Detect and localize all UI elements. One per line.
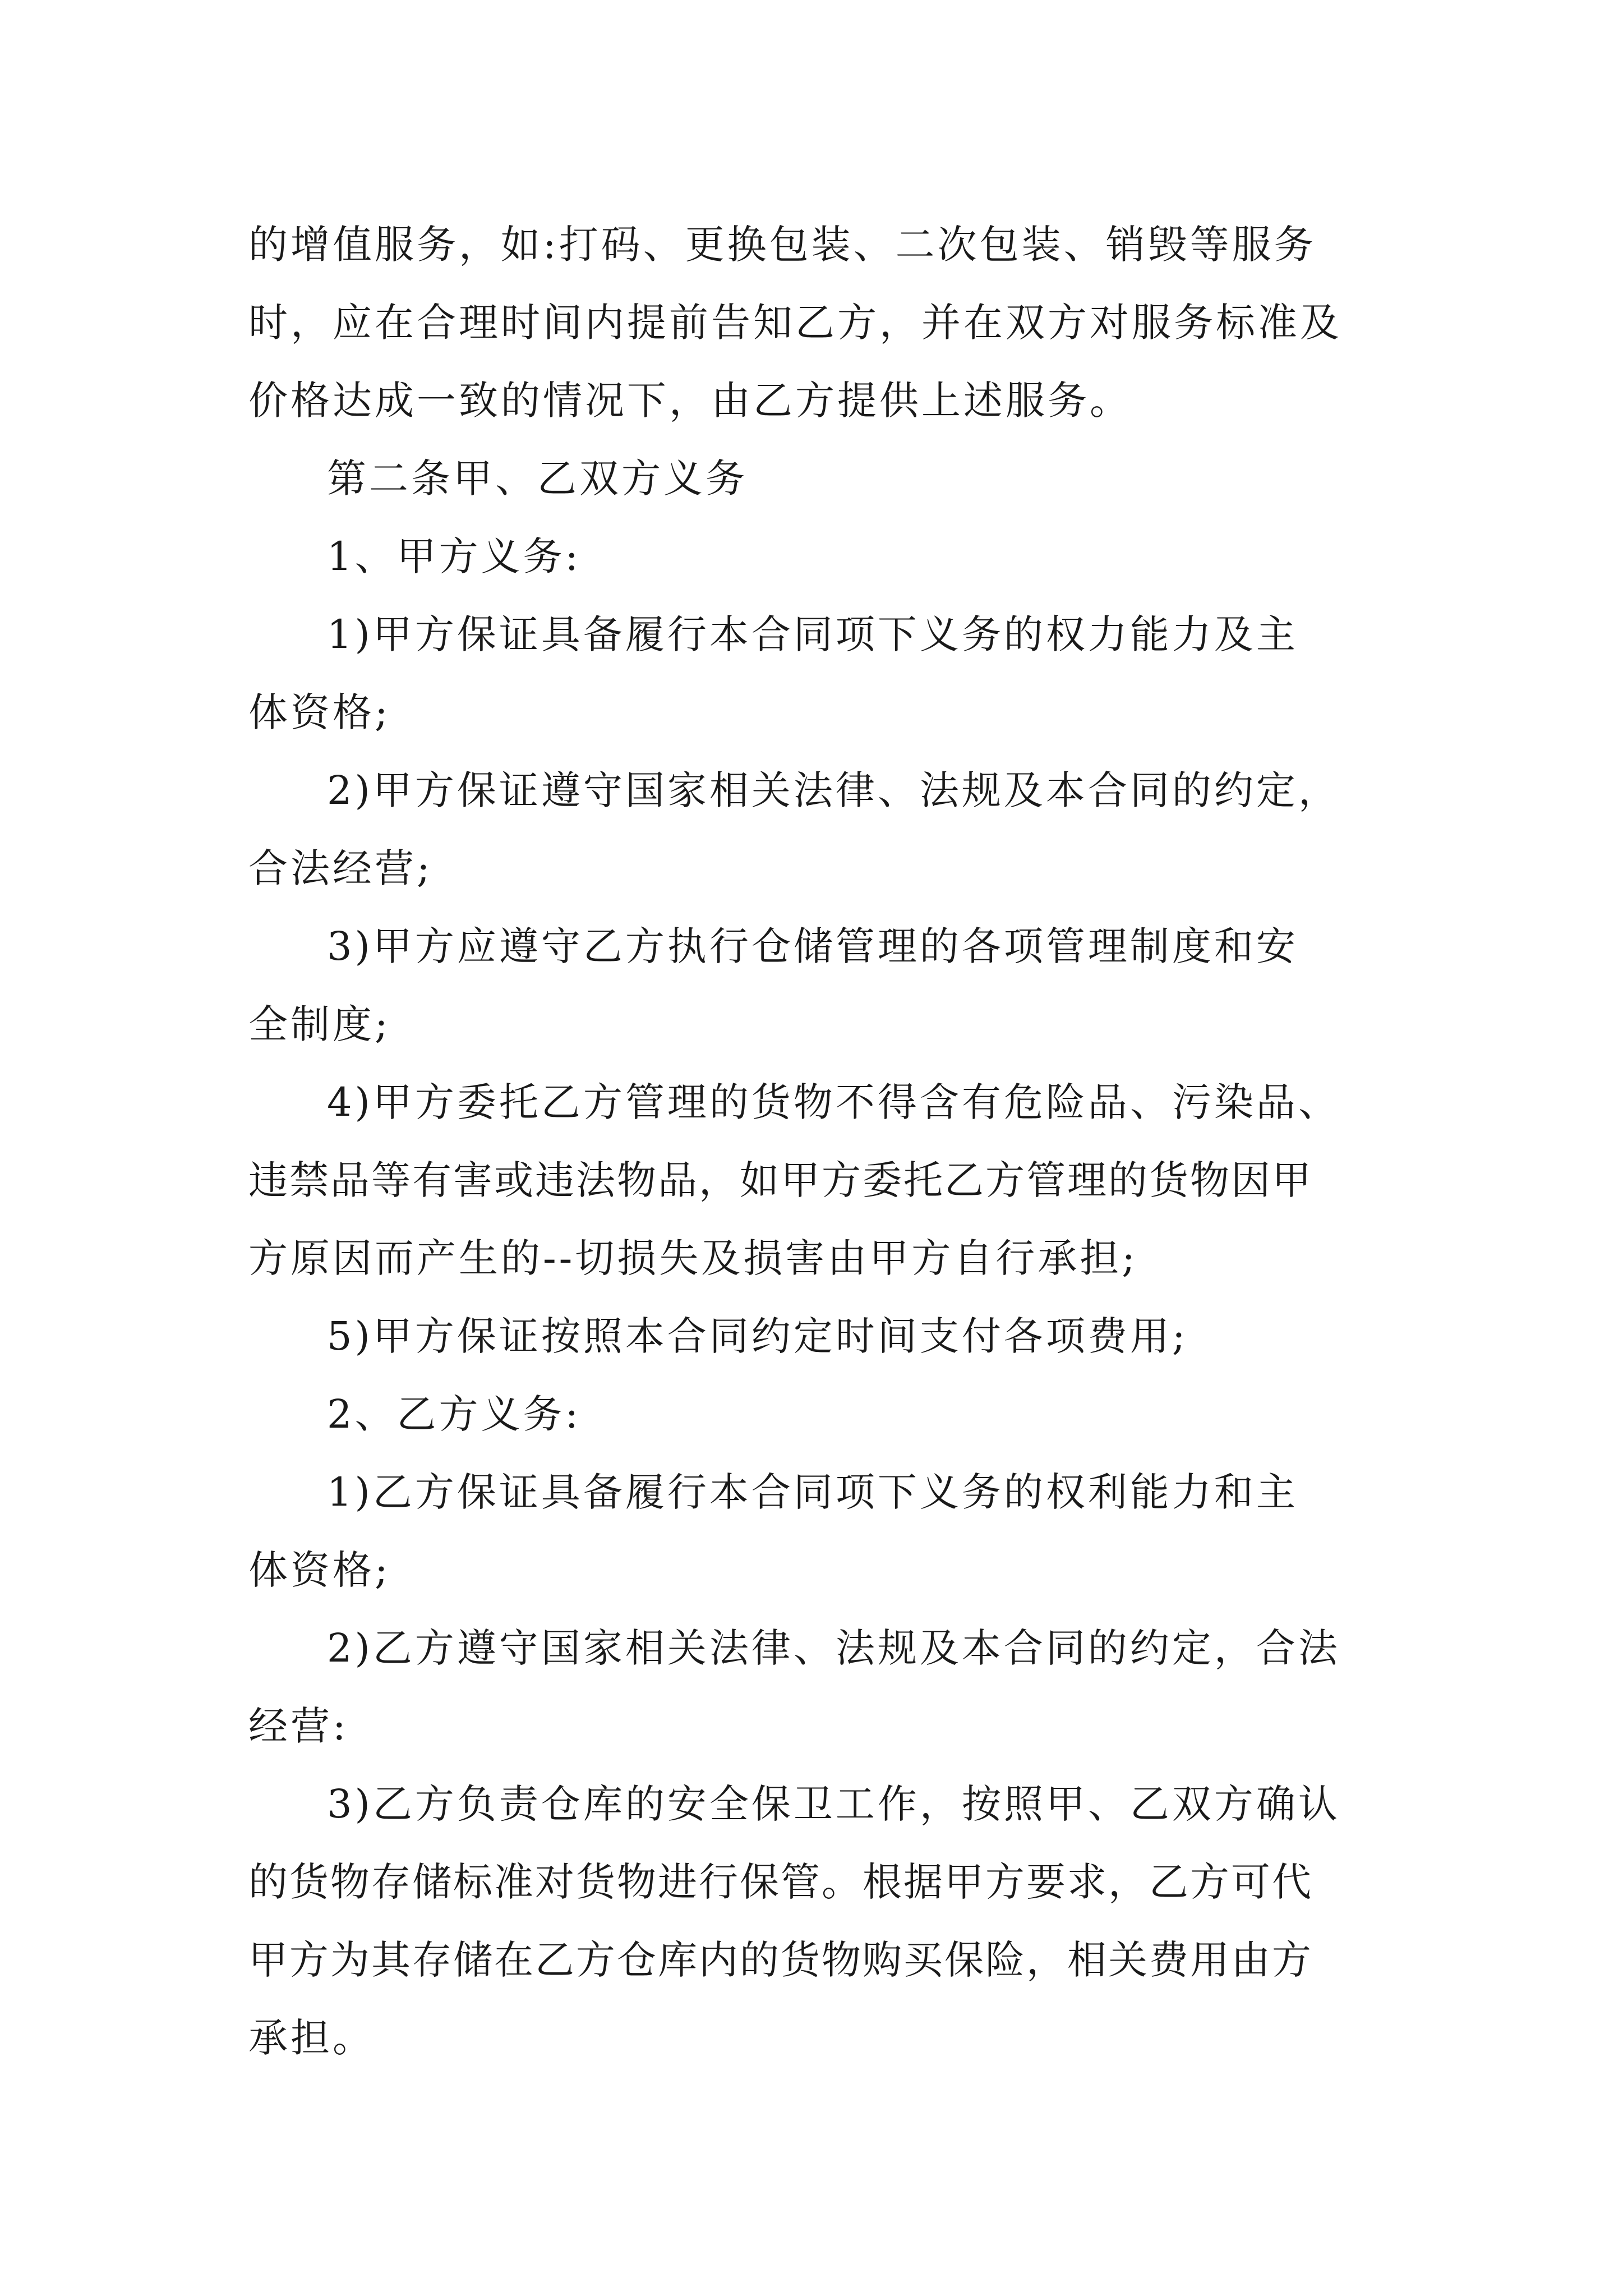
- text-line: 合法经营;: [248, 845, 433, 891]
- text-line: 经营:: [248, 1703, 349, 1749]
- text-line: 的货物存储标准对货物进行保管。根据甲方要求，乙方可代: [248, 1859, 1313, 1905]
- text-line: 违禁品等有害或违法物品，如甲方委托乙方管理的货物因甲: [248, 1157, 1313, 1203]
- subsection-heading: 2、乙方义务:: [327, 1391, 582, 1437]
- text-line: 方原因而产生的--切损失及损害由甲方自行承担;: [248, 1235, 1138, 1281]
- text-line: 1)乙方保证具备履行本合同项下义务的权利能力和主: [327, 1469, 1298, 1515]
- text-line: 4)甲方委托乙方管理的货物不得含有危险品、污染品、: [327, 1079, 1340, 1125]
- text-line: 甲方为其存储在乙方仓库内的货物购买保险，相关费用由方: [248, 1937, 1313, 1983]
- text-line: 时，应在合理时间内提前告知乙方，并在双方对服务标准及: [248, 300, 1342, 346]
- text-line: 1)甲方保证具备履行本合同项下义务的权力能力及主: [327, 611, 1298, 657]
- subsection-heading: 1、甲方义务:: [327, 533, 582, 579]
- text-line: 3)乙方负责仓库的安全保卫工作，按照甲、乙双方确认: [327, 1781, 1340, 1827]
- text-line: 2)乙方遵守国家相关法律、法规及本合同的约定，合法: [327, 1625, 1340, 1671]
- text-line: 5)甲方保证按照本合同约定时间支付各项费用;: [327, 1313, 1188, 1359]
- section-heading: 第二条甲、乙双方义务: [327, 455, 748, 501]
- text-line: 体资格;: [248, 689, 391, 735]
- text-line: 承担。: [248, 2015, 375, 2061]
- text-line: 3)甲方应遵守乙方执行仓储管理的各项管理制度和安: [327, 923, 1298, 969]
- text-line: 体资格;: [248, 1547, 391, 1593]
- text-line: 全制度;: [248, 1001, 391, 1047]
- text-line: 2)甲方保证遵守国家相关法律、法规及本合同的约定，: [327, 767, 1340, 813]
- text-line: 的增值服务，如:打码、更换包装、二次包装、销毁等服务: [248, 222, 1316, 268]
- text-line: 价格达成一致的情况下，由乙方提供上述服务。: [248, 378, 1132, 424]
